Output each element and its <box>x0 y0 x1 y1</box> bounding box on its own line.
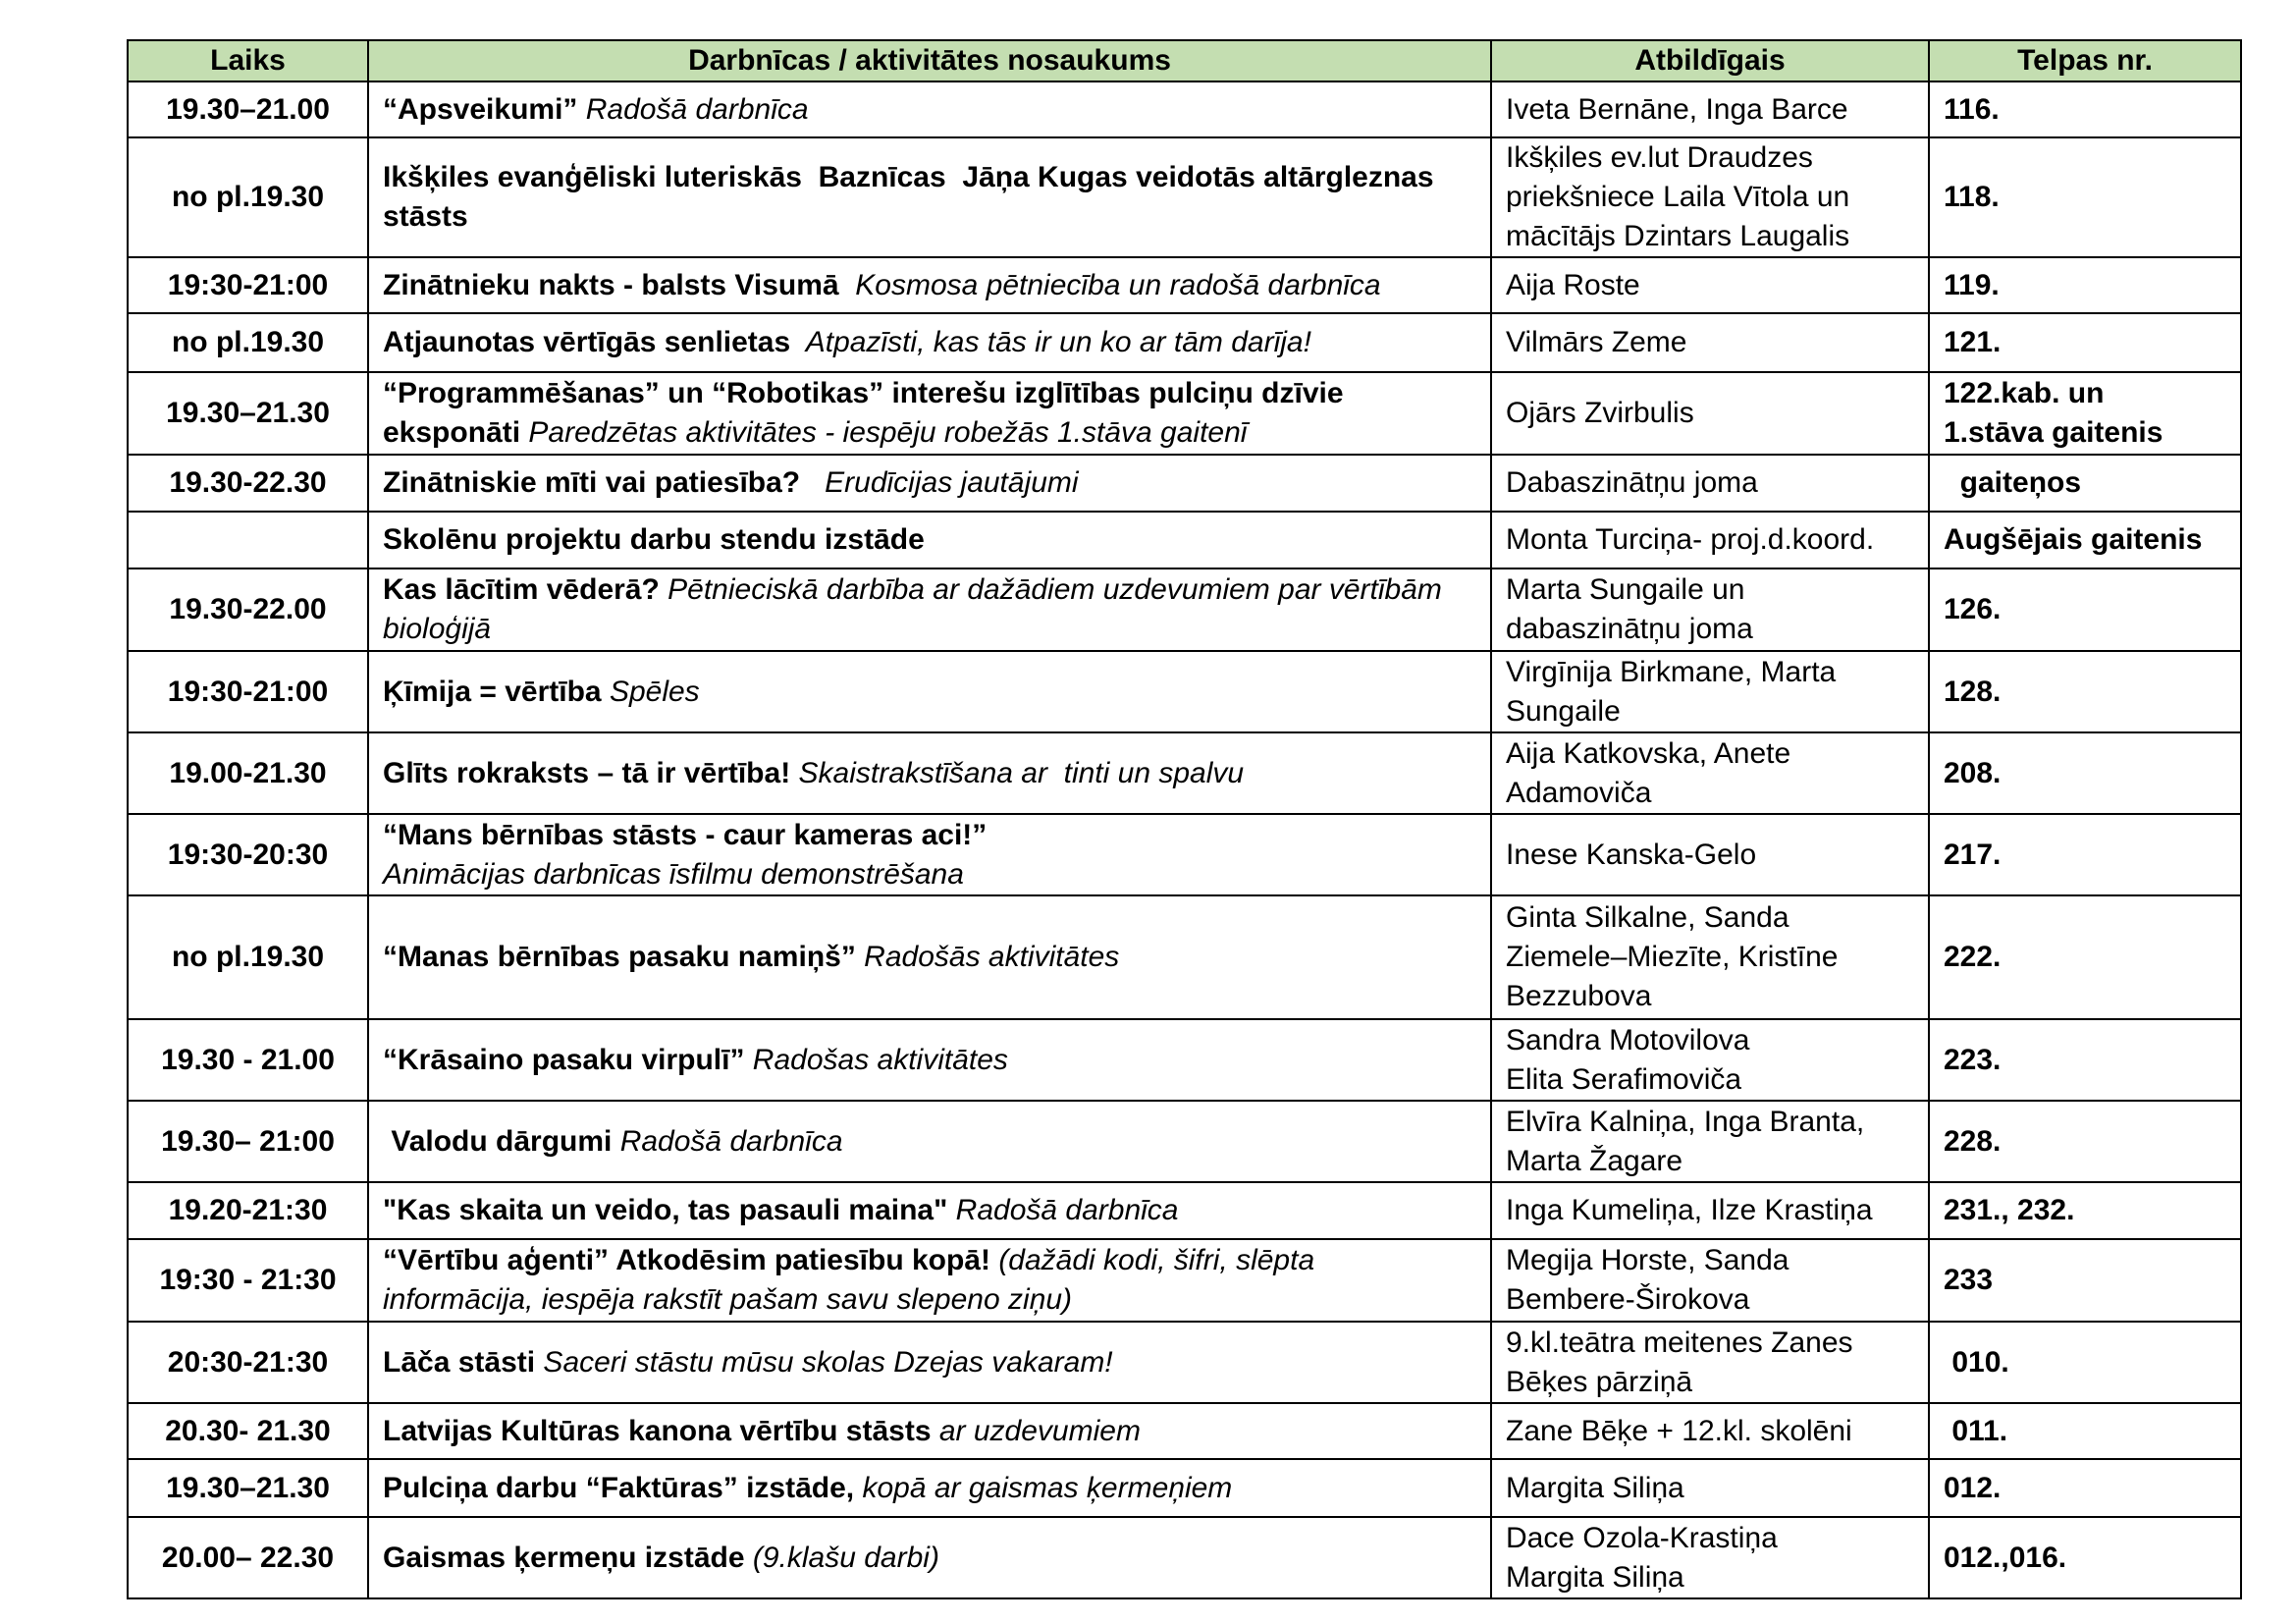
activity-name: Skolēnu projektu darbu stendu izstāde <box>383 523 925 556</box>
table-row <box>128 313 2241 372</box>
activity-name: “Manas bērnības pasaku namiņš” <box>383 941 856 973</box>
table-row <box>128 455 2241 512</box>
table-row <box>128 81 2241 137</box>
cell-room <box>1929 137 2241 257</box>
responsible-line: Virgīnija Birkmane, Marta <box>1506 655 1837 688</box>
title-line <box>383 323 1476 362</box>
cell-room <box>1929 651 2241 732</box>
cell-room <box>1929 1239 2241 1322</box>
cell-responsible <box>1491 1101 1929 1182</box>
responsible-line: Bēķes pārziņā <box>1506 1365 1693 1398</box>
activity-name: Glīts rokraksts – tā ir vērtība! <box>383 756 791 789</box>
cell-room <box>1929 313 2241 372</box>
cell-room <box>1929 1101 2241 1182</box>
room-line: 208. <box>1944 756 2002 789</box>
table-row <box>128 372 2241 455</box>
cell-responsible <box>1491 313 1929 372</box>
cell-time: no pl.19.30 <box>128 313 368 372</box>
cell-title <box>368 1403 1491 1459</box>
activity-description: Radošas aktivitātes <box>744 1043 1008 1076</box>
cell-time: 19:30-21:00 <box>128 257 368 313</box>
cell-room <box>1929 455 2241 512</box>
cell-room <box>1929 1403 2241 1459</box>
responsible-line: Inga Kumeliņa, Ilze Krastiņa <box>1506 1194 1873 1226</box>
cell-room <box>1929 1019 2241 1101</box>
schedule-table <box>127 39 2242 1599</box>
activity-name: “Vērtību aģenti” Atkodēsim patiesību kopā! <box>383 1244 990 1276</box>
cell-title <box>368 651 1491 732</box>
cell-title <box>368 512 1491 568</box>
cell-room <box>1929 814 2241 895</box>
table-row <box>128 1182 2241 1239</box>
cell-responsible <box>1491 895 1929 1019</box>
room-line: 228. <box>1944 1124 2002 1158</box>
activity-description: informācija, iespēja rakstīt pašam savu slepeno ziņu) <box>383 1283 1072 1316</box>
title-line <box>383 90 1476 130</box>
cell-title <box>368 1182 1491 1239</box>
room-line: 012. <box>1944 1471 2002 1504</box>
room-line: 011. <box>1944 1414 2008 1447</box>
table-row <box>128 814 2241 895</box>
cell-title <box>368 313 1491 372</box>
activity-description: Pētnieciskā darbība ar dažādiem uzdevumiem par vērtībām <box>659 573 1442 606</box>
schedule-body <box>128 81 2241 1598</box>
activity-description: Radošā darbnīca <box>947 1194 1179 1226</box>
activity-name: “Krāsaino pasaku virpulī” <box>383 1043 745 1076</box>
responsible-line: Sandra Motovilova <box>1506 1023 1750 1056</box>
cell-responsible <box>1491 1459 1929 1517</box>
responsible-line: Ziemele–Miezīte, Kristīne <box>1506 941 1839 973</box>
responsible-line: Dabaszinātņu joma <box>1506 466 1758 499</box>
activity-name: Latvijas Kultūras kanona vērtību stāsts <box>383 1414 932 1447</box>
title-line <box>383 610 1476 649</box>
responsible-line: Ginta Silkalne, Sanda <box>1506 901 1789 934</box>
cell-responsible <box>1491 651 1929 732</box>
title-line <box>383 1412 1476 1451</box>
title-line <box>383 1191 1476 1230</box>
cell-room <box>1929 257 2241 313</box>
activity-name: “Mans bērnības stāsts - caur kameras aci!” <box>383 818 988 851</box>
cell-room <box>1929 895 2241 1019</box>
activity-description: Radošā darbnīca <box>612 1124 843 1158</box>
activity-name: Atjaunotas vērtīgās senlietas <box>383 326 799 358</box>
responsible-line: Ojārs Zvirbulis <box>1506 397 1694 429</box>
cell-time: 19.20-21:30 <box>128 1182 368 1239</box>
header-title: Darbnīcas / aktivitātes nosaukums <box>368 40 1491 81</box>
responsible-line: 9.kl.teātra meitenes Zanes <box>1506 1326 1853 1359</box>
responsible-line: Marta Žagare <box>1506 1144 1683 1177</box>
activity-description: ar uzdevumiem <box>931 1414 1141 1447</box>
activity-description: Spēles <box>601 675 700 708</box>
room-line: 128. <box>1944 675 2002 708</box>
responsible-line: Sungaile <box>1506 694 1621 728</box>
activity-description: Kosmosa pētniecība un radošā darbnīca <box>846 268 1381 301</box>
cell-title <box>368 1019 1491 1101</box>
activity-name: Pulciņa darbu “Faktūras” izstāde, <box>383 1471 855 1504</box>
room-line: 122.kab. un <box>1944 377 2105 409</box>
activity-description: kopā ar gaismas ķermeņiem <box>854 1471 1233 1504</box>
cell-time: 19.30–21.30 <box>128 1459 368 1517</box>
responsible-line: Adamoviča <box>1506 776 1652 809</box>
responsible-line: Bembere-Širokova <box>1506 1283 1750 1316</box>
responsible-line: Zane Bēķe + 12.kl. skolēni <box>1506 1414 1852 1447</box>
table-row <box>128 568 2241 651</box>
table-row <box>128 1403 2241 1459</box>
title-line <box>383 1469 1476 1508</box>
table-row <box>128 1239 2241 1322</box>
responsible-line: Margita Siliņa <box>1506 1471 1684 1504</box>
room-line: gaiteņos <box>1944 466 2082 499</box>
table-row <box>128 1101 2241 1182</box>
cell-time: 19.30–21.30 <box>128 372 368 455</box>
cell-time: 20:30-21:30 <box>128 1322 368 1403</box>
room-line: 231., 232. <box>1944 1194 2075 1226</box>
activity-description: Saceri stāstu mūsu skolas Dzejas vakaram! <box>535 1345 1113 1379</box>
cell-responsible <box>1491 455 1929 512</box>
room-line: 233 <box>1944 1264 1994 1296</box>
cell-room <box>1929 1459 2241 1517</box>
cell-responsible <box>1491 1239 1929 1322</box>
activity-description: Atpazīsti, kas tās ir un ko ar tām darīja! <box>798 326 1311 358</box>
cell-title <box>368 1322 1491 1403</box>
cell-responsible <box>1491 568 1929 651</box>
cell-room <box>1929 1517 2241 1598</box>
title-line <box>383 1122 1476 1162</box>
title-line <box>383 374 1476 413</box>
cell-title <box>368 81 1491 137</box>
responsible-line: dabaszinātņu joma <box>1506 613 1753 645</box>
title-line <box>383 197 1476 237</box>
activity-description: Radošās aktivitātes <box>855 941 1120 973</box>
responsible-line: Aija Roste <box>1506 268 1640 301</box>
responsible-line: Elvīra Kalniņa, Inga Branta, <box>1506 1105 1865 1138</box>
cell-time <box>128 512 368 568</box>
title-line <box>383 1041 1476 1080</box>
cell-room <box>1929 1182 2241 1239</box>
cell-time: no pl.19.30 <box>128 895 368 1019</box>
cell-time: 19:30 - 21:30 <box>128 1239 368 1322</box>
cell-time: no pl.19.30 <box>128 137 368 257</box>
cell-title <box>368 1517 1491 1598</box>
room-line: 119. <box>1944 268 2000 301</box>
table-row <box>128 1322 2241 1403</box>
room-line: 010. <box>1944 1345 2009 1379</box>
room-line: 223. <box>1944 1043 2002 1076</box>
responsible-line: Dace Ozola-Krastiņa <box>1506 1521 1778 1554</box>
activity-description: bioloģijā <box>383 613 492 645</box>
responsible-line: priekšniece Laila Vītola un <box>1506 181 1850 213</box>
cell-responsible <box>1491 814 1929 895</box>
activity-name: Kas lācītim vēderā? <box>383 573 660 606</box>
cell-time: 20.30- 21.30 <box>128 1403 368 1459</box>
activity-description: Skaistrakstīšana ar tinti un spalvu <box>790 756 1245 789</box>
room-line: 116. <box>1944 92 2000 126</box>
cell-title <box>368 137 1491 257</box>
responsible-line: Bezzubova <box>1506 980 1652 1012</box>
activity-name: “Programmēšanas” un “Robotikas” interešu izglītības pulciņu dzīvie <box>383 377 1344 409</box>
cell-responsible <box>1491 1403 1929 1459</box>
table-row <box>128 1019 2241 1101</box>
cell-responsible <box>1491 137 1929 257</box>
room-line: 118. <box>1944 181 2000 213</box>
cell-title <box>368 455 1491 512</box>
room-line: 1.stāva gaitenis <box>1944 416 2163 449</box>
activity-name: Zinātnieku nakts - balsts Visumā <box>383 268 847 301</box>
activity-description: Animācijas darbnīcas īsfilmu demonstrēšana <box>383 857 964 891</box>
cell-title <box>368 372 1491 455</box>
cell-responsible <box>1491 1517 1929 1598</box>
header-responsible: Atbildīgais <box>1491 40 1929 81</box>
cell-responsible <box>1491 81 1929 137</box>
activity-name: Lāča stāsti <box>383 1345 536 1379</box>
header-room: Telpas nr. <box>1929 40 2241 81</box>
cell-title <box>368 895 1491 1019</box>
activity-description: Erudīcijas jautājumi <box>808 466 1079 499</box>
cell-room <box>1929 568 2241 651</box>
cell-responsible <box>1491 1322 1929 1403</box>
table-row <box>128 732 2241 814</box>
cell-title <box>368 1239 1491 1322</box>
cell-time: 19.00-21.30 <box>128 732 368 814</box>
cell-title <box>368 568 1491 651</box>
title-line <box>383 754 1476 793</box>
title-line <box>383 938 1476 977</box>
title-line <box>383 158 1476 197</box>
room-line: 217. <box>1944 838 2002 871</box>
cell-room <box>1929 81 2241 137</box>
cell-time: 19.30– 21:00 <box>128 1101 368 1182</box>
responsible-line: Iveta Bernāne, Inga Barce <box>1506 92 1848 126</box>
cell-responsible <box>1491 257 1929 313</box>
responsible-line: Margita Siliņa <box>1506 1560 1684 1594</box>
activity-name: Gaismas ķermeņu izstāde <box>383 1541 745 1574</box>
responsible-line: Inese Kanska-Gelo <box>1506 838 1757 871</box>
cell-responsible <box>1491 372 1929 455</box>
cell-responsible <box>1491 512 1929 568</box>
cell-responsible <box>1491 732 1929 814</box>
cell-responsible <box>1491 1019 1929 1101</box>
cell-time: 20.00– 22.30 <box>128 1517 368 1598</box>
activity-description: (9.klašu darbi) <box>744 1541 939 1574</box>
cell-responsible <box>1491 1182 1929 1239</box>
cell-title <box>368 1101 1491 1182</box>
cell-room <box>1929 372 2241 455</box>
title-line <box>383 1280 1476 1320</box>
activity-name: "Kas skaita un veido, tas pasauli maina" <box>383 1194 948 1226</box>
cell-room <box>1929 732 2241 814</box>
activity-name: Ikšķiles evanģēliski luteriskās Baznīcas Jāņa Kugas veidotās altārgleznas <box>383 161 1434 193</box>
title-line <box>383 673 1476 712</box>
cell-time: 19:30-20:30 <box>128 814 368 895</box>
activity-name: Valodu dārgumi <box>383 1124 613 1158</box>
responsible-line: Monta Turciņa- proj.d.koord. <box>1506 523 1875 556</box>
cell-time: 19.30-22.30 <box>128 455 368 512</box>
cell-time: 19:30-21:00 <box>128 651 368 732</box>
activity-name: “Apsveikumi” <box>383 92 578 126</box>
header-row <box>128 40 2241 81</box>
responsible-line: Aija Katkovska, Anete <box>1506 736 1791 770</box>
responsible-line: Ikšķiles ev.lut Draudzes <box>1506 141 1813 174</box>
room-line: 121. <box>1944 326 2002 358</box>
responsible-line: Marta Sungaile un <box>1506 573 1745 606</box>
cell-title <box>368 257 1491 313</box>
room-line: 012.,016. <box>1944 1541 2067 1574</box>
activity-description: (dažādi kodi, šifri, slēpta <box>989 1244 1315 1276</box>
responsible-line: Megija Horste, Sanda <box>1506 1244 1789 1276</box>
cell-time: 19.30 - 21.00 <box>128 1019 368 1101</box>
cell-title <box>368 814 1491 895</box>
activity-description: Paredzētas aktivitātes - iespēju robežās 1.stāva gaitenī <box>520 416 1248 449</box>
activity-description: Radošā darbnīca <box>577 92 809 126</box>
responsible-line: Elita Serafimoviča <box>1506 1062 1742 1096</box>
room-line: Augšējais gaitenis <box>1944 523 2203 556</box>
cell-title <box>368 1459 1491 1517</box>
cell-time: 19.30-22.00 <box>128 568 368 651</box>
activity-name: Ķīmija = vērtība <box>383 675 602 708</box>
title-line <box>383 1343 1476 1382</box>
cell-time: 19.30–21.00 <box>128 81 368 137</box>
table-row <box>128 1517 2241 1598</box>
title-line <box>383 520 1476 560</box>
title-line <box>383 463 1476 503</box>
table-row <box>128 257 2241 313</box>
responsible-line: Vilmārs Zeme <box>1506 326 1687 358</box>
table-row <box>128 895 2241 1019</box>
title-line <box>383 855 1476 894</box>
table-row <box>128 137 2241 257</box>
title-line <box>383 816 1476 855</box>
table-row <box>128 1459 2241 1517</box>
cell-room <box>1929 512 2241 568</box>
room-line: 126. <box>1944 593 2002 625</box>
header-time: Laiks <box>128 40 368 81</box>
title-line <box>383 266 1476 305</box>
responsible-line: mācītājs Dzintars Laugalis <box>1506 220 1850 252</box>
cell-title <box>368 732 1491 814</box>
room-line: 222. <box>1944 941 2002 973</box>
table-row <box>128 651 2241 732</box>
title-line <box>383 1241 1476 1280</box>
title-line <box>383 413 1476 453</box>
activity-name: stāsts <box>383 200 468 233</box>
title-line <box>383 1539 1476 1578</box>
activity-name: Zinātniskie mīti vai patiesība? <box>383 466 809 499</box>
table-row <box>128 512 2241 568</box>
title-line <box>383 570 1476 610</box>
cell-room <box>1929 1322 2241 1403</box>
activity-name: eksponāti <box>383 416 521 449</box>
